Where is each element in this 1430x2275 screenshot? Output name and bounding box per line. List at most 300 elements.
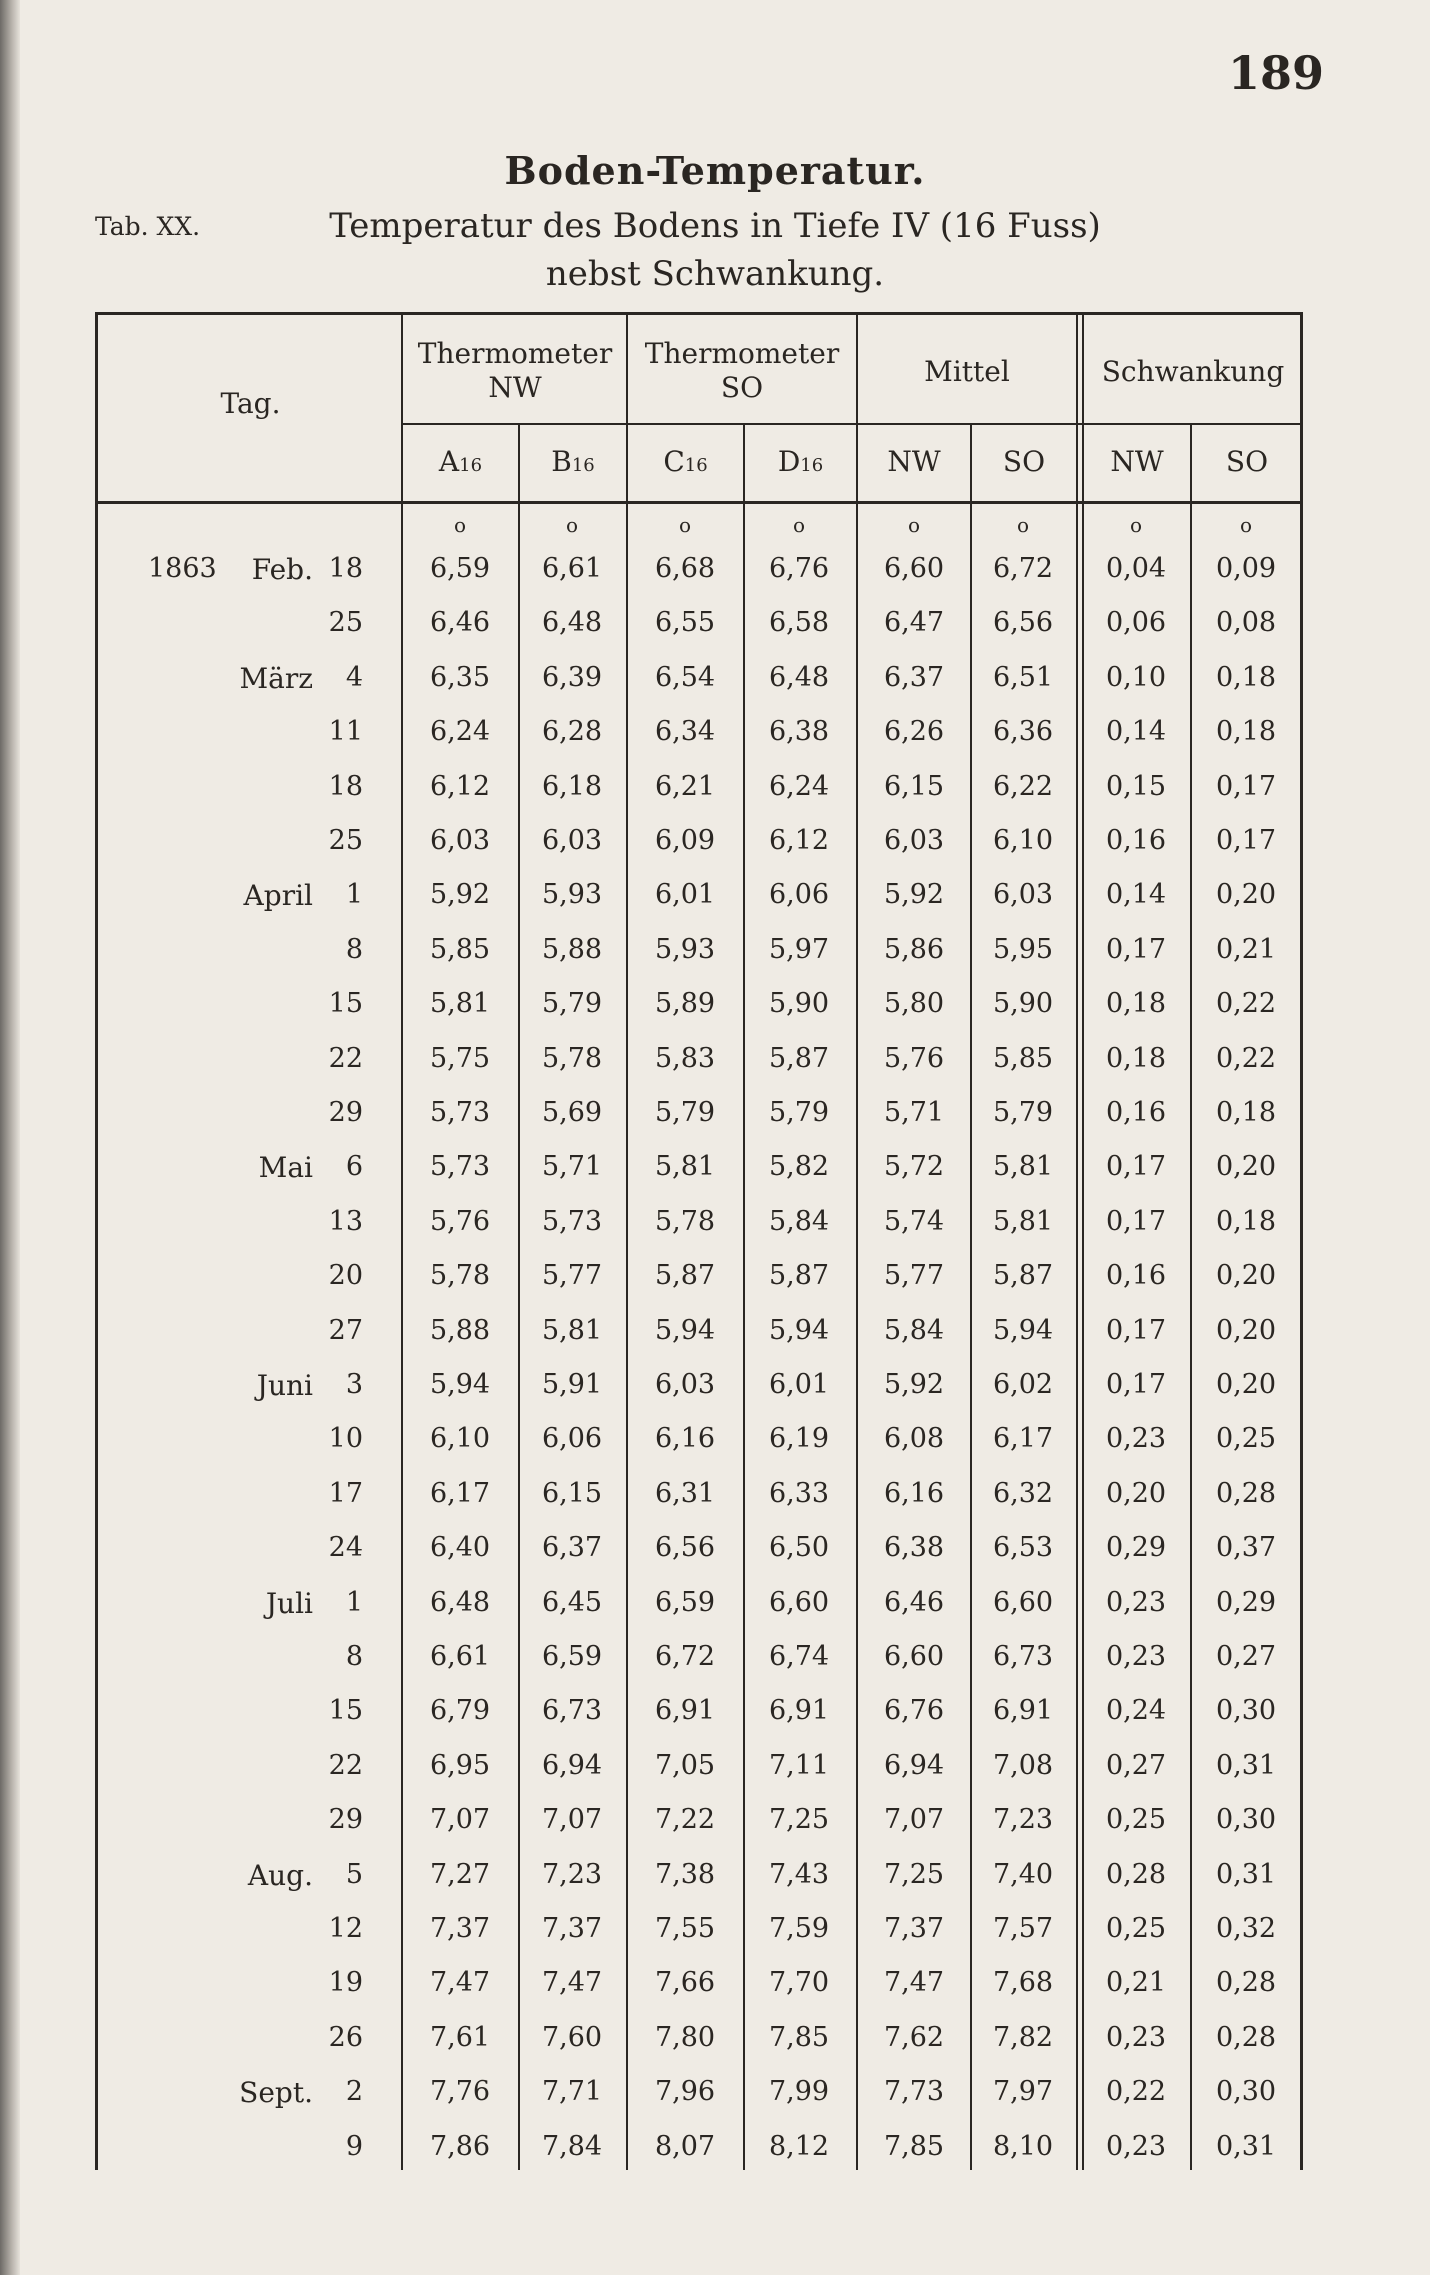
value-b: 7,71 bbox=[541, 2076, 603, 2107]
value-mnw: 7,07 bbox=[883, 1804, 945, 1835]
value-d: 6,06 bbox=[768, 879, 830, 910]
value-c: 7,80 bbox=[654, 2022, 716, 2053]
value-d: 7,43 bbox=[768, 1859, 830, 1890]
value-d: 6,50 bbox=[768, 1532, 830, 1563]
header-tag: Tag. bbox=[220, 387, 281, 420]
header-b16-letter: B bbox=[551, 445, 572, 478]
book-spine-shadow bbox=[0, 0, 20, 2275]
month-label: April bbox=[243, 879, 313, 912]
value-snw: 0,23 bbox=[1105, 1641, 1167, 1672]
value-mso: 6,91 bbox=[992, 1695, 1054, 1726]
value-snw: 0,16 bbox=[1105, 1097, 1167, 1128]
value-sso: 0,17 bbox=[1215, 771, 1277, 802]
value-b: 6,59 bbox=[541, 1641, 603, 1672]
rule-under-headers bbox=[98, 501, 1301, 504]
header-c16-letter: C bbox=[663, 445, 685, 478]
value-mnw: 7,62 bbox=[883, 2022, 945, 2053]
value-c: 5,81 bbox=[654, 1151, 716, 1182]
value-mnw: 7,37 bbox=[883, 1913, 945, 1944]
value-mnw: 5,92 bbox=[883, 1369, 945, 1400]
value-c: 6,03 bbox=[654, 1369, 716, 1400]
value-b: 5,77 bbox=[541, 1260, 603, 1291]
degree-mark: o bbox=[1129, 513, 1143, 537]
value-b: 6,37 bbox=[541, 1532, 603, 1563]
value-d: 8,12 bbox=[768, 2131, 830, 2162]
value-a: 6,12 bbox=[429, 771, 491, 802]
value-c: 6,21 bbox=[654, 771, 716, 802]
day-label: 24 bbox=[328, 1532, 363, 1563]
value-d: 6,60 bbox=[768, 1587, 830, 1618]
day-label: 22 bbox=[328, 1750, 363, 1781]
value-d: 5,79 bbox=[768, 1097, 830, 1128]
day-label: 9 bbox=[345, 2131, 363, 2162]
value-a: 7,07 bbox=[429, 1804, 491, 1835]
value-mso: 5,79 bbox=[992, 1097, 1054, 1128]
value-snw: 0,22 bbox=[1105, 2076, 1167, 2107]
rule-after-tag bbox=[401, 315, 403, 2170]
header-b16 bbox=[520, 445, 626, 483]
value-d: 6,74 bbox=[768, 1641, 830, 1672]
day-label: 25 bbox=[328, 607, 363, 638]
month-label: Sept. bbox=[239, 2076, 313, 2109]
value-c: 6,91 bbox=[654, 1695, 716, 1726]
value-d: 6,01 bbox=[768, 1369, 830, 1400]
rule-mid-so bbox=[743, 423, 745, 2170]
value-mnw: 5,86 bbox=[883, 934, 945, 965]
day-label: 10 bbox=[328, 1423, 363, 1454]
degree-mark: o bbox=[792, 513, 806, 537]
value-d: 5,87 bbox=[768, 1260, 830, 1291]
value-mso: 6,73 bbox=[992, 1641, 1054, 1672]
value-sso: 0,09 bbox=[1215, 553, 1277, 584]
value-sso: 0,32 bbox=[1215, 1913, 1277, 1944]
value-b: 5,79 bbox=[541, 988, 603, 1019]
value-sso: 0,17 bbox=[1215, 825, 1277, 856]
value-sso: 0,22 bbox=[1215, 988, 1277, 1019]
rule-mid-mittel bbox=[970, 423, 972, 2170]
table-subtitle bbox=[0, 202, 1430, 298]
value-snw: 0,23 bbox=[1105, 1423, 1167, 1454]
degree-mark: o bbox=[1239, 513, 1253, 537]
value-b: 6,18 bbox=[541, 771, 603, 802]
value-a: 5,85 bbox=[429, 934, 491, 965]
value-b: 6,06 bbox=[541, 1423, 603, 1454]
value-mso: 6,51 bbox=[992, 662, 1054, 693]
value-sso: 0,31 bbox=[1215, 1859, 1277, 1890]
header-schwankung-so: SO bbox=[1225, 445, 1269, 478]
value-c: 7,05 bbox=[654, 1750, 716, 1781]
rule-after-mittel bbox=[1076, 315, 1078, 2170]
value-snw: 0,14 bbox=[1105, 879, 1167, 910]
header-thermometer-so bbox=[628, 337, 856, 405]
day-label: 6 bbox=[345, 1151, 363, 1182]
value-b: 7,84 bbox=[541, 2131, 603, 2162]
value-sso: 0,18 bbox=[1215, 716, 1277, 747]
value-b: 5,69 bbox=[541, 1097, 603, 1128]
day-label: 4 bbox=[345, 662, 363, 693]
value-snw: 0,24 bbox=[1105, 1695, 1167, 1726]
value-mnw: 5,74 bbox=[883, 1206, 945, 1237]
value-sso: 0,37 bbox=[1215, 1532, 1277, 1563]
value-sso: 0,31 bbox=[1215, 1750, 1277, 1781]
value-mso: 5,90 bbox=[992, 988, 1054, 1019]
day-label: 13 bbox=[328, 1206, 363, 1237]
value-snw: 0,17 bbox=[1105, 934, 1167, 965]
value-a: 6,46 bbox=[429, 607, 491, 638]
subtitle-line-1: Temperatur des Bodens in Tiefe IV (16 Fuss) bbox=[329, 206, 1101, 246]
value-a: 6,35 bbox=[429, 662, 491, 693]
header-schwankung: Schwankung bbox=[1101, 355, 1285, 388]
value-mso: 7,40 bbox=[992, 1859, 1054, 1890]
value-mso: 6,10 bbox=[992, 825, 1054, 856]
header-thermometer-nw bbox=[403, 337, 627, 405]
value-c: 7,22 bbox=[654, 1804, 716, 1835]
value-mso: 6,56 bbox=[992, 607, 1054, 638]
value-a: 6,40 bbox=[429, 1532, 491, 1563]
value-mnw: 7,25 bbox=[883, 1859, 945, 1890]
value-c: 5,89 bbox=[654, 988, 716, 1019]
value-mso: 6,32 bbox=[992, 1478, 1054, 1509]
value-b: 7,60 bbox=[541, 2022, 603, 2053]
header-d16 bbox=[745, 445, 856, 483]
day-label: 22 bbox=[328, 1043, 363, 1074]
value-b: 5,71 bbox=[541, 1151, 603, 1182]
value-a: 5,92 bbox=[429, 879, 491, 910]
value-mnw: 6,37 bbox=[883, 662, 945, 693]
value-a: 7,47 bbox=[429, 1967, 491, 1998]
value-mnw: 7,47 bbox=[883, 1967, 945, 1998]
value-a: 6,48 bbox=[429, 1587, 491, 1618]
value-d: 6,76 bbox=[768, 553, 830, 584]
value-b: 5,88 bbox=[541, 934, 603, 965]
value-snw: 0,20 bbox=[1105, 1478, 1167, 1509]
data-table bbox=[95, 312, 1303, 2170]
value-snw: 0,16 bbox=[1105, 1260, 1167, 1291]
value-d: 7,11 bbox=[768, 1750, 830, 1781]
value-d: 7,85 bbox=[768, 2022, 830, 2053]
value-mso: 6,03 bbox=[992, 879, 1054, 910]
value-mnw: 6,38 bbox=[883, 1532, 945, 1563]
value-mnw: 5,84 bbox=[883, 1315, 945, 1346]
day-label: 2 bbox=[345, 2076, 363, 2107]
day-label: 26 bbox=[328, 2022, 363, 2053]
value-sso: 0,20 bbox=[1215, 879, 1277, 910]
value-b: 7,37 bbox=[541, 1913, 603, 1944]
value-c: 6,16 bbox=[654, 1423, 716, 1454]
value-mnw: 6,76 bbox=[883, 1695, 945, 1726]
value-sso: 0,30 bbox=[1215, 1695, 1277, 1726]
header-mittel-so: SO bbox=[1002, 445, 1046, 478]
value-a: 7,76 bbox=[429, 2076, 491, 2107]
value-mso: 6,17 bbox=[992, 1423, 1054, 1454]
rule-after-mittel-b bbox=[1082, 315, 1084, 2170]
value-mso: 6,72 bbox=[992, 553, 1054, 584]
degree-mark: o bbox=[678, 513, 692, 537]
value-b: 7,47 bbox=[541, 1967, 603, 1998]
value-sso: 0,22 bbox=[1215, 1043, 1277, 1074]
value-b: 7,07 bbox=[541, 1804, 603, 1835]
value-c: 7,96 bbox=[654, 2076, 716, 2107]
value-d: 6,33 bbox=[768, 1478, 830, 1509]
value-b: 6,15 bbox=[541, 1478, 603, 1509]
value-c: 5,79 bbox=[654, 1097, 716, 1128]
value-mso: 6,60 bbox=[992, 1587, 1054, 1618]
value-c: 7,55 bbox=[654, 1913, 716, 1944]
day-label: 8 bbox=[345, 1641, 363, 1672]
day-label: 29 bbox=[328, 1804, 363, 1835]
value-snw: 0,23 bbox=[1105, 2022, 1167, 2053]
value-mso: 7,97 bbox=[992, 2076, 1054, 2107]
value-mso: 5,81 bbox=[992, 1206, 1054, 1237]
value-a: 5,88 bbox=[429, 1315, 491, 1346]
value-snw: 0,29 bbox=[1105, 1532, 1167, 1563]
value-b: 6,48 bbox=[541, 607, 603, 638]
month-label: Juni bbox=[256, 1369, 313, 1402]
value-mnw: 6,60 bbox=[883, 553, 945, 584]
value-d: 6,38 bbox=[768, 716, 830, 747]
value-c: 5,83 bbox=[654, 1043, 716, 1074]
header-mittel-nw: NW bbox=[887, 445, 941, 478]
value-b: 6,39 bbox=[541, 662, 603, 693]
value-a: 6,79 bbox=[429, 1695, 491, 1726]
value-c: 6,72 bbox=[654, 1641, 716, 1672]
day-label: 17 bbox=[328, 1478, 363, 1509]
value-mnw: 6,47 bbox=[883, 607, 945, 638]
value-mso: 7,68 bbox=[992, 1967, 1054, 1998]
value-a: 5,78 bbox=[429, 1260, 491, 1291]
rule-mid-nw bbox=[518, 423, 520, 2170]
value-d: 6,91 bbox=[768, 1695, 830, 1726]
day-label: 8 bbox=[345, 934, 363, 965]
value-snw: 0,25 bbox=[1105, 1913, 1167, 1944]
value-snw: 0,16 bbox=[1105, 825, 1167, 856]
day-label: 1 bbox=[345, 1587, 363, 1618]
day-label: 1 bbox=[345, 879, 363, 910]
day-label: 25 bbox=[328, 825, 363, 856]
value-mnw: 5,80 bbox=[883, 988, 945, 1019]
value-d: 5,94 bbox=[768, 1315, 830, 1346]
header-d16-sub: 16 bbox=[800, 455, 824, 476]
value-d: 6,48 bbox=[768, 662, 830, 693]
value-d: 7,59 bbox=[768, 1913, 830, 1944]
header-thermometer-nw-line2: NW bbox=[488, 371, 542, 404]
value-b: 6,94 bbox=[541, 1750, 603, 1781]
header-a16-sub: 16 bbox=[459, 455, 483, 476]
value-b: 6,28 bbox=[541, 716, 603, 747]
value-mso: 5,85 bbox=[992, 1043, 1054, 1074]
value-b: 6,73 bbox=[541, 1695, 603, 1726]
value-d: 5,82 bbox=[768, 1151, 830, 1182]
value-mnw: 6,16 bbox=[883, 1478, 945, 1509]
header-c16 bbox=[628, 445, 743, 483]
value-mso: 7,08 bbox=[992, 1750, 1054, 1781]
header-b16-sub: 16 bbox=[571, 455, 595, 476]
rule-under-group-headers bbox=[403, 423, 1303, 425]
value-a: 6,03 bbox=[429, 825, 491, 856]
value-b: 5,73 bbox=[541, 1206, 603, 1237]
value-sso: 0,27 bbox=[1215, 1641, 1277, 1672]
value-d: 7,99 bbox=[768, 2076, 830, 2107]
value-snw: 0,23 bbox=[1105, 1587, 1167, 1618]
value-sso: 0,28 bbox=[1215, 1478, 1277, 1509]
degree-mark: o bbox=[565, 513, 579, 537]
value-sso: 0,20 bbox=[1215, 1260, 1277, 1291]
value-sso: 0,18 bbox=[1215, 1206, 1277, 1237]
value-mso: 6,53 bbox=[992, 1532, 1054, 1563]
value-snw: 0,15 bbox=[1105, 771, 1167, 802]
value-a: 5,73 bbox=[429, 1097, 491, 1128]
value-sso: 0,30 bbox=[1215, 1804, 1277, 1835]
value-d: 5,87 bbox=[768, 1043, 830, 1074]
value-snw: 0,27 bbox=[1105, 1750, 1167, 1781]
value-snw: 0,23 bbox=[1105, 2131, 1167, 2162]
day-label: 15 bbox=[328, 988, 363, 1019]
value-a: 6,59 bbox=[429, 553, 491, 584]
value-d: 5,90 bbox=[768, 988, 830, 1019]
value-c: 6,68 bbox=[654, 553, 716, 584]
value-snw: 0,25 bbox=[1105, 1804, 1167, 1835]
value-c: 6,59 bbox=[654, 1587, 716, 1618]
header-thermometer-nw-line1: Thermometer bbox=[417, 337, 613, 370]
value-a: 7,37 bbox=[429, 1913, 491, 1944]
value-mnw: 6,60 bbox=[883, 1641, 945, 1672]
value-sso: 0,30 bbox=[1215, 2076, 1277, 2107]
month-label: März bbox=[239, 662, 313, 695]
value-mso: 5,95 bbox=[992, 934, 1054, 965]
page-title: Boden-Temperatur. bbox=[504, 148, 926, 193]
value-mso: 6,22 bbox=[992, 771, 1054, 802]
value-mso: 7,57 bbox=[992, 1913, 1054, 1944]
value-c: 5,78 bbox=[654, 1206, 716, 1237]
value-sso: 0,31 bbox=[1215, 2131, 1277, 2162]
year-label: 1863 bbox=[148, 553, 217, 584]
value-c: 5,93 bbox=[654, 934, 716, 965]
value-d: 6,12 bbox=[768, 825, 830, 856]
header-thermometer-so-line1: Thermometer bbox=[644, 337, 840, 370]
value-d: 6,58 bbox=[768, 607, 830, 638]
value-a: 7,27 bbox=[429, 1859, 491, 1890]
value-mnw: 7,73 bbox=[883, 2076, 945, 2107]
value-snw: 0,06 bbox=[1105, 607, 1167, 638]
value-a: 6,17 bbox=[429, 1478, 491, 1509]
value-c: 5,94 bbox=[654, 1315, 716, 1346]
value-snw: 0,10 bbox=[1105, 662, 1167, 693]
value-a: 5,81 bbox=[429, 988, 491, 1019]
value-d: 5,97 bbox=[768, 934, 830, 965]
value-sso: 0,29 bbox=[1215, 1587, 1277, 1618]
value-a: 6,61 bbox=[429, 1641, 491, 1672]
value-c: 6,56 bbox=[654, 1532, 716, 1563]
value-c: 6,09 bbox=[654, 825, 716, 856]
rule-mid-schwankung bbox=[1190, 423, 1192, 2170]
value-d: 7,25 bbox=[768, 1804, 830, 1835]
header-d16-letter: D bbox=[777, 445, 801, 478]
value-mso: 5,81 bbox=[992, 1151, 1054, 1182]
day-label: 12 bbox=[328, 1913, 363, 1944]
day-label: 27 bbox=[328, 1315, 363, 1346]
rule-after-so-thermo bbox=[856, 315, 858, 2170]
value-mnw: 6,08 bbox=[883, 1423, 945, 1454]
value-mnw: 5,92 bbox=[883, 879, 945, 910]
degree-mark: o bbox=[907, 513, 921, 537]
month-label: Aug. bbox=[247, 1859, 313, 1892]
day-label: 29 bbox=[328, 1097, 363, 1128]
value-sso: 0,08 bbox=[1215, 607, 1277, 638]
value-a: 7,61 bbox=[429, 2022, 491, 2053]
value-c: 6,54 bbox=[654, 662, 716, 693]
value-sso: 0,18 bbox=[1215, 662, 1277, 693]
value-mso: 7,82 bbox=[992, 2022, 1054, 2053]
value-c: 6,01 bbox=[654, 879, 716, 910]
value-c: 7,38 bbox=[654, 1859, 716, 1890]
value-snw: 0,28 bbox=[1105, 1859, 1167, 1890]
value-snw: 0,17 bbox=[1105, 1151, 1167, 1182]
value-a: 5,94 bbox=[429, 1369, 491, 1400]
value-a: 5,75 bbox=[429, 1043, 491, 1074]
value-a: 7,86 bbox=[429, 2131, 491, 2162]
value-c: 6,55 bbox=[654, 607, 716, 638]
value-b: 5,91 bbox=[541, 1369, 603, 1400]
degree-mark: o bbox=[1016, 513, 1030, 537]
value-c: 8,07 bbox=[654, 2131, 716, 2162]
header-schwankung-nw: NW bbox=[1110, 445, 1164, 478]
value-snw: 0,17 bbox=[1105, 1206, 1167, 1237]
value-mnw: 5,71 bbox=[883, 1097, 945, 1128]
value-snw: 0,17 bbox=[1105, 1315, 1167, 1346]
rule-after-nw-thermo bbox=[626, 315, 628, 2170]
value-snw: 0,14 bbox=[1105, 716, 1167, 747]
page-number: 189 bbox=[1228, 46, 1325, 100]
value-mnw: 6,03 bbox=[883, 825, 945, 856]
value-mso: 6,36 bbox=[992, 716, 1054, 747]
day-label: 20 bbox=[328, 1260, 363, 1291]
value-d: 7,70 bbox=[768, 1967, 830, 1998]
value-a: 6,24 bbox=[429, 716, 491, 747]
value-a: 5,76 bbox=[429, 1206, 491, 1237]
header-a16 bbox=[403, 445, 518, 483]
value-mso: 8,10 bbox=[992, 2131, 1054, 2162]
month-label: Mai bbox=[258, 1151, 313, 1184]
day-label: 3 bbox=[345, 1369, 363, 1400]
value-sso: 0,20 bbox=[1215, 1315, 1277, 1346]
value-mnw: 5,72 bbox=[883, 1151, 945, 1182]
day-label: 18 bbox=[328, 771, 363, 802]
value-mnw: 5,77 bbox=[883, 1260, 945, 1291]
value-sso: 0,20 bbox=[1215, 1369, 1277, 1400]
value-b: 6,61 bbox=[541, 553, 603, 584]
value-mnw: 7,85 bbox=[883, 2131, 945, 2162]
header-mittel: Mittel bbox=[924, 355, 1010, 388]
value-sso: 0,21 bbox=[1215, 934, 1277, 965]
header-c16-sub: 16 bbox=[684, 455, 708, 476]
value-c: 5,87 bbox=[654, 1260, 716, 1291]
value-a: 6,10 bbox=[429, 1423, 491, 1454]
value-d: 5,84 bbox=[768, 1206, 830, 1237]
value-sso: 0,28 bbox=[1215, 2022, 1277, 2053]
value-sso: 0,20 bbox=[1215, 1151, 1277, 1182]
day-label: 18 bbox=[328, 553, 363, 584]
day-label: 11 bbox=[328, 716, 363, 747]
value-mnw: 5,76 bbox=[883, 1043, 945, 1074]
value-sso: 0,18 bbox=[1215, 1097, 1277, 1128]
day-label: 5 bbox=[345, 1859, 363, 1890]
value-mso: 5,94 bbox=[992, 1315, 1054, 1346]
value-b: 7,23 bbox=[541, 1859, 603, 1890]
value-b: 5,78 bbox=[541, 1043, 603, 1074]
value-mnw: 6,26 bbox=[883, 716, 945, 747]
header-thermometer-so-line2: SO bbox=[720, 371, 764, 404]
value-c: 6,34 bbox=[654, 716, 716, 747]
